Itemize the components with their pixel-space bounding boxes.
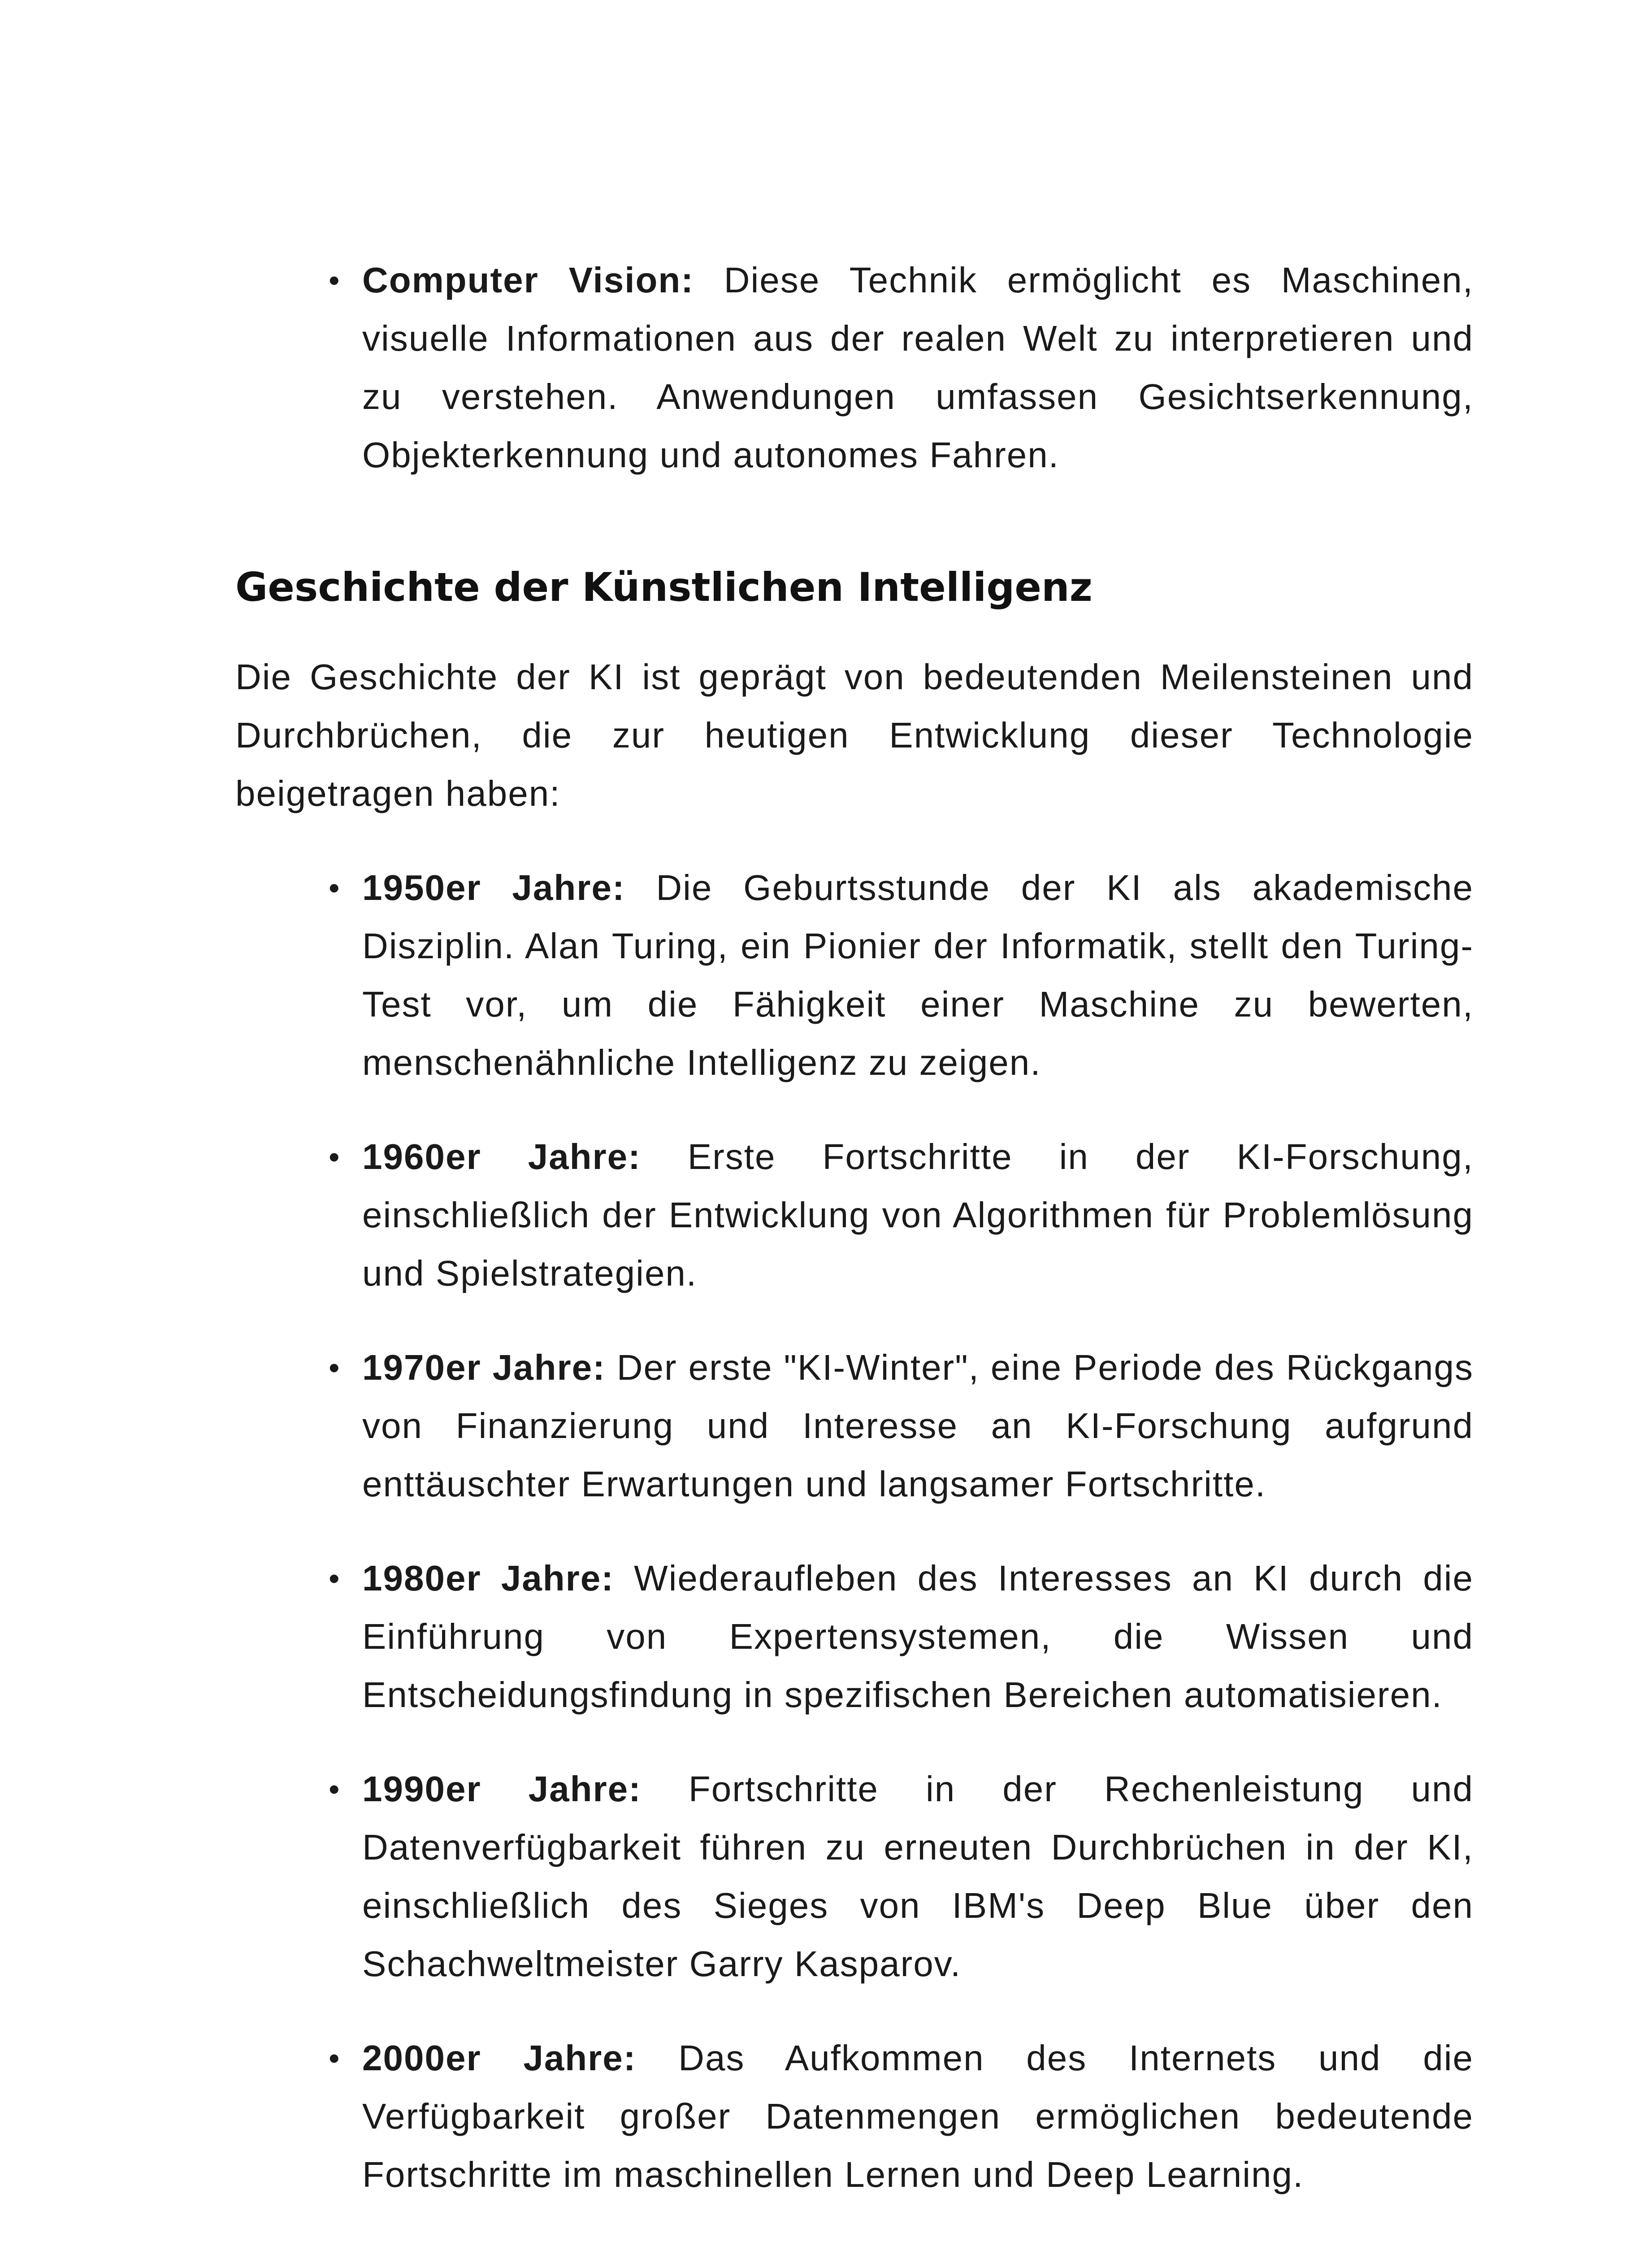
bullet-text: Diese Technik ermöglicht es Maschinen, visuelle Informationen aus der realen Welt zu interpretieren und zu verstehen. Anwendungen umfassen Gesichtserkennung, Objekterkennung und autonomes Fahren. [362,260,1474,475]
list-item [329,1549,1474,1724]
bullet-term: 1980er Jahre: [362,1558,614,1598]
bullet-icon: • [329,1561,341,1596]
intro-paragraph: Die Geschichte der KI ist geprägt von bedeutenden Meilensteinen und Durchbrüchen, die zur heutigen Entwicklung dieser Technologie beigetragen haben: [235,657,1474,813]
bullet-text: Erste Fortschritte in der KI-Forschung, einschließlich der Entwicklung von Algorithmen für Problemlösung und Spielstrategien. [362,1137,1474,1293]
bullet-term: 1970er Jahre: [362,1347,606,1387]
bullet-term: 1990er Jahre: [362,1769,642,1809]
history-bullet-list [235,859,1474,2204]
bullet-icon: • [329,870,341,905]
bullet-icon: • [329,2041,341,2076]
bullet-term: 1950er Jahre: [362,868,625,908]
page-content [235,251,1474,2204]
list-item [329,1338,1474,1513]
bullet-text: Fortschritte in der Rechenleistung und Datenverfügbarkeit führen zu erneuten Durchbrüchen in der KI, einschließlich des Sieges von IBM's Deep Blue über den Schachweltmeister Garry Kasparov. [362,1769,1474,1984]
bullet-icon: • [329,263,341,298]
list-item [329,859,1474,1092]
bullet-text: Die Geburtsstunde der KI als akademische Disziplin. Alan Turing, ein Pionier der Informatik, stellt den Turing-Test vor, um die Fähigkeit einer Maschine zu bewerten, menschenähnliche Intelligenz zu zeigen. [362,868,1474,1082]
bullet-icon: • [329,1772,341,1807]
bullet-icon: • [329,1350,341,1385]
bullet-text: Der erste "KI-Winter", eine Periode des Rückgangs von Finanzierung und Interesse an KI-Forschung aufgrund enttäuschter Erwartungen und langsamer Fortschritte. [362,1347,1474,1504]
bullet-text: Wiederaufleben des Interesses an KI durch die Einführung von Expertensystemen, die Wissen und Entscheidungsfindung in spezifischen Bereichen automatisieren. [362,1558,1474,1715]
bullet-text: Das Aufkommen des Internets und die Verfügbarkeit großer Datenmengen ermöglichen bedeutende Fortschritte im maschinellen Lernen und Deep Learning. [362,2038,1474,2194]
bullet-term: Computer Vision: [362,260,694,300]
list-item [329,251,1474,484]
list-item [329,1760,1474,1993]
bullet-term: 2000er Jahre: [362,2038,637,2078]
list-item [329,2029,1474,2204]
bullet-term: 1960er Jahre: [362,1137,641,1177]
topic-bullet-list [235,251,1474,484]
section-heading: Geschichte der Künstlichen Intelligenz [235,564,1093,610]
list-item [329,1128,1474,1303]
bullet-icon: • [329,1139,341,1174]
